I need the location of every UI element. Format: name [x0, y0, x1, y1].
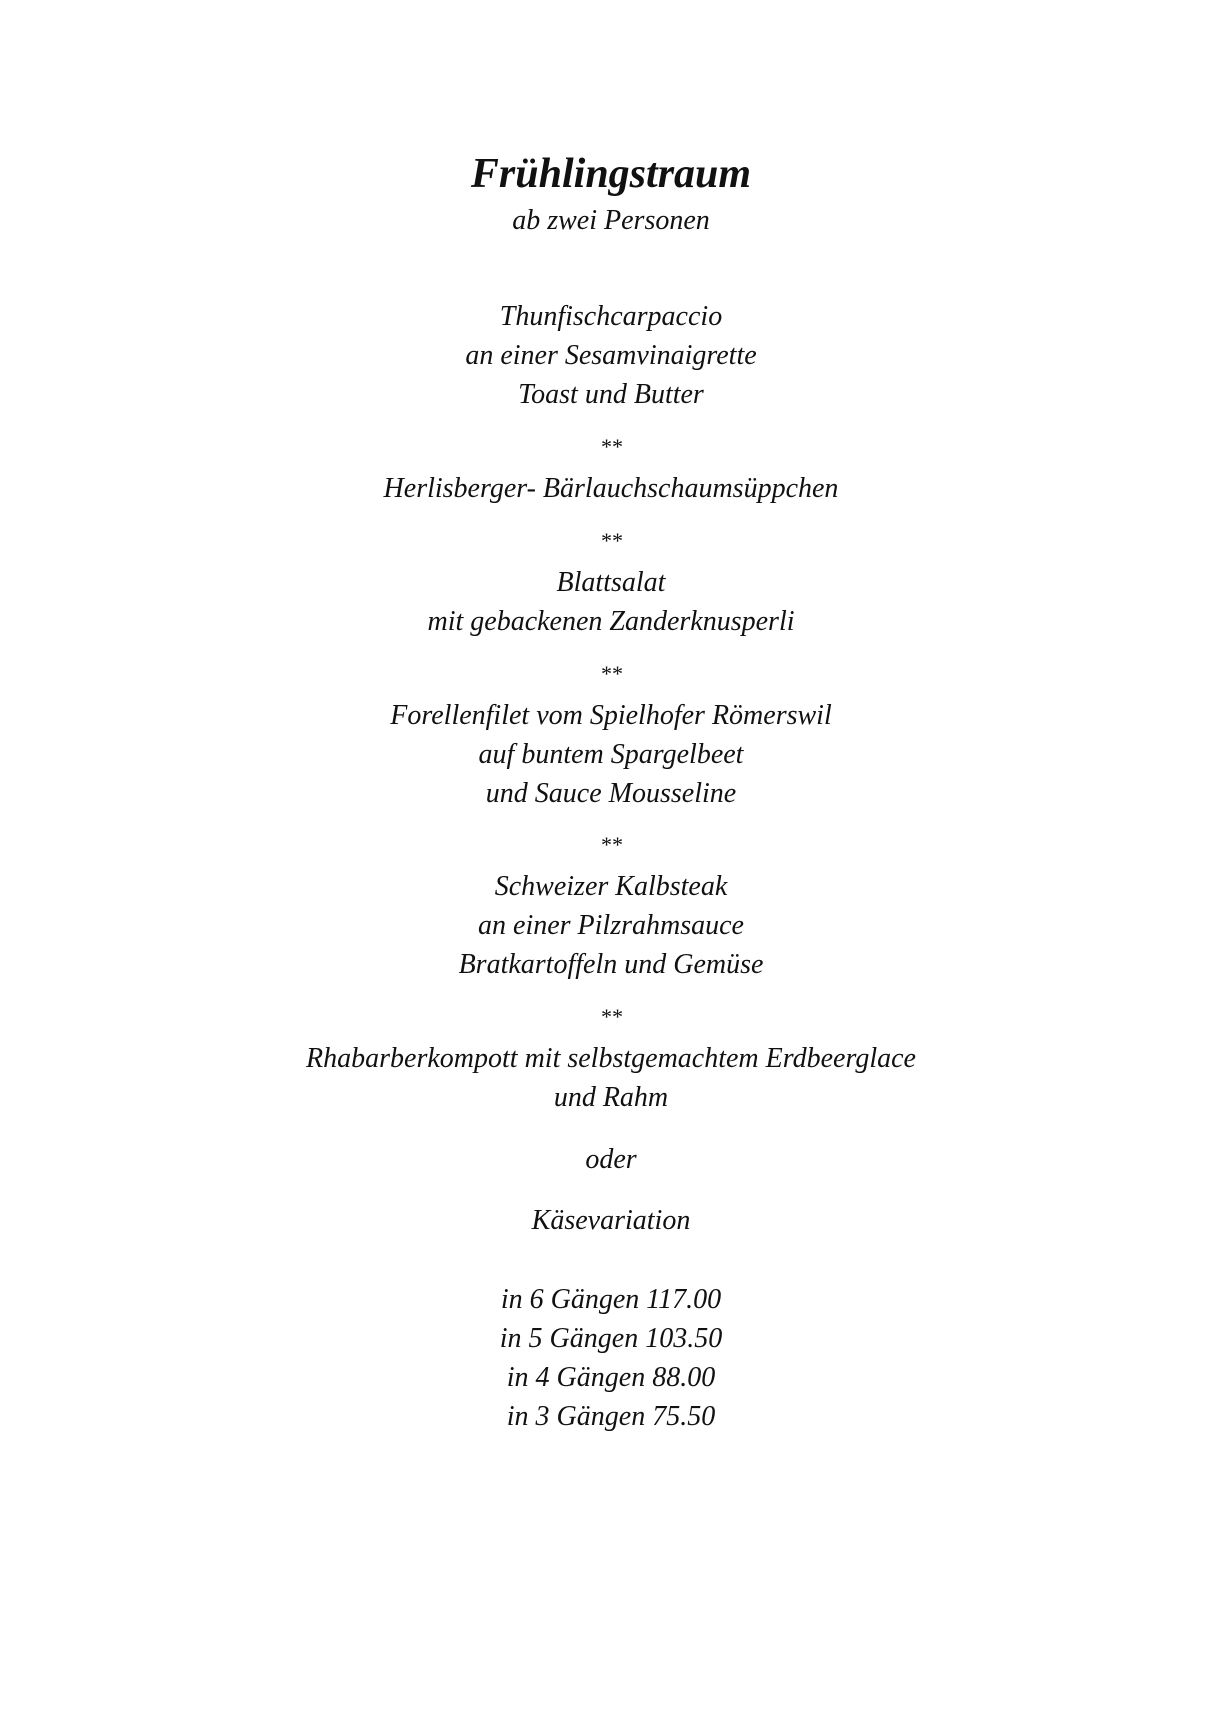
course-3-line-2: mit gebackenen Zanderknusperli	[427, 606, 795, 637]
course-separator: **	[600, 1004, 622, 1029]
price-line-5-courses: in 5 Gängen 103.50	[499, 1323, 723, 1354]
course-6-line-2: und Rahm	[553, 1082, 669, 1113]
price-line-6-courses: in 6 Gängen 117.00	[500, 1284, 722, 1315]
course-separator: **	[600, 661, 622, 686]
price-line-4-courses: in 4 Gängen 88.00	[506, 1362, 716, 1393]
course-1-line-3: Toast und Butter	[518, 379, 704, 410]
price-line-3-courses: in 3 Gängen 75.50	[506, 1401, 716, 1432]
course-separator: **	[600, 434, 622, 459]
course-separator: **	[600, 832, 622, 857]
course-1-line-2: an einer Sesamvinaigrette	[465, 340, 757, 371]
course-4-line-3: und Sauce Mousseline	[485, 778, 737, 809]
course-1-line-1: Thunfischcarpaccio	[499, 301, 723, 332]
course-separator: **	[600, 528, 622, 553]
course-3-line-1: Blattsalat	[556, 567, 666, 598]
alternative-word: oder	[585, 1144, 637, 1175]
course-5-line-3: Bratkartoffeln und Gemüse	[458, 949, 764, 980]
alternative-course: Käsevariation	[531, 1205, 691, 1236]
menu-subtitle: ab zwei Personen	[512, 205, 710, 236]
course-5-line-2: an einer Pilzrahmsauce	[478, 910, 744, 941]
course-6-line-1: Rhabarberkompott mit selbstgemachtem Erdbeerglace	[306, 1043, 916, 1074]
menu-title: Frühlingstraum	[470, 151, 752, 197]
course-4-line-2: auf buntem Spargelbeet	[478, 739, 744, 770]
course-4-line-1: Forellenfilet vom Spielhofer Römerswil	[390, 700, 832, 731]
course-2-line-1: Herlisberger- Bärlauchschaumsüppchen	[383, 473, 839, 504]
course-5-line-1: Schweizer Kalbsteak	[494, 871, 728, 902]
